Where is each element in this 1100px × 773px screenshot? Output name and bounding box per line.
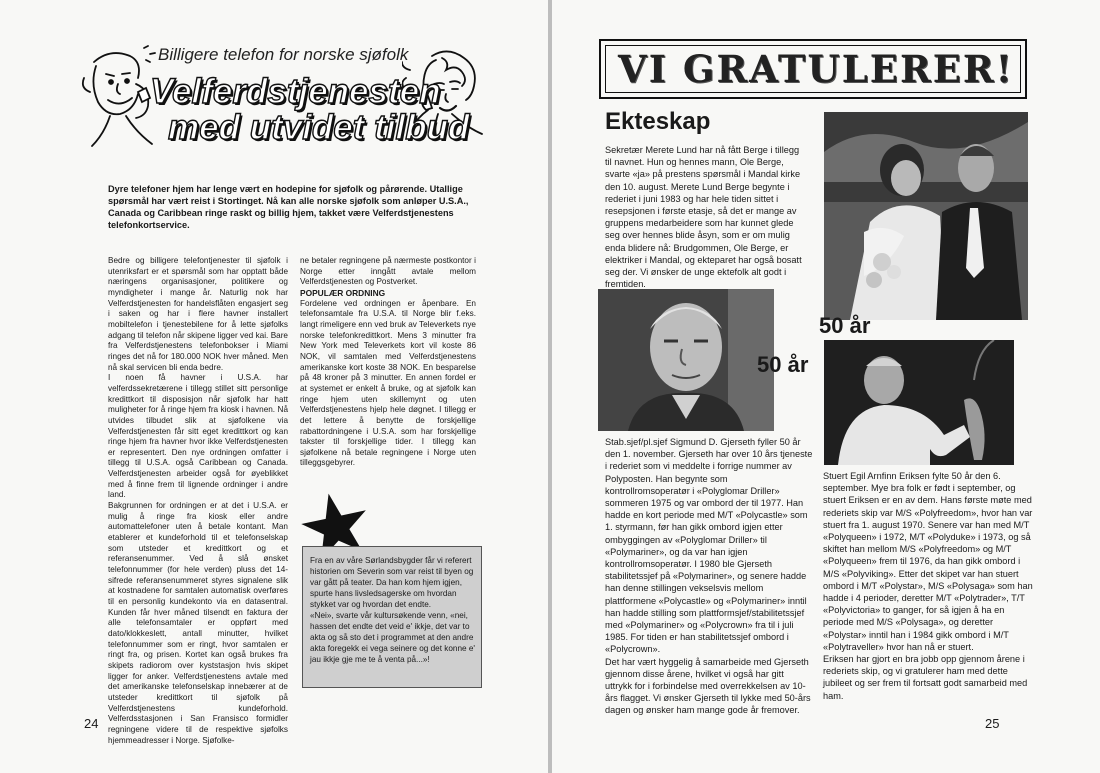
marriage-text: Sekretær Merete Lund har nå fått Berge i tillegg til navnet. Hun og hennes mann, Ole Berge, svarte «ja» på prestens spørsmål i Mandal kirke den 10. august. Merete Lund Berge begynte i rederiet i juni 1983 og har hele tiden sittet i resepsjonen i første etasje, så det er mange av gruppens medarbeidere som har kunnet glede seg over hennes blide åsyn, som er om mulig enda blidere nå: Brudgommen, Ole Berge, er elektriker i Mandal, og ekteparet har også bosatt seg der. Vi ønsker de unge ektefolk alt godt i fremtiden.	[605, 145, 802, 290]
eriksen-text: Stuert Egil Arnfinn Eriksen fylte 50 år den 6. september. Mye bra folk er født i september, og stuert Eriksen er en av dem. Hans første møte med rederiets skip var M/S «Polyfreedom», hvor han var stuert fra 1. august 1970. Senere var han med M/T «Polyqueen» i 1972, M/T «Polyduke» i 1973, og så skiftet han mellom M/S «Polyfreedom» og M/T «Polyqueen» frem til 1976, da han gikk ombord i M/S «Polyviking». Etter det skipet var han stuert ombord i M/T «Polystar», M/S «Polysaga» som han hadde i 4 perioder, deretter M/T «Polytrader», T/T «Polyvictoria» to ganger, for så igjen å ha en periode med M/S «Polysaga», og deretter «Polystar» inntil han i 1984 gikk ombord i M/T «Polytraveller» hvor han nå er stuert. Eriksen har gjort en bra jobb opp gjennom årene i rederiets skip, og vi gratulerer ham med dette jubileet og ser frem til fortsatt godt samarbeid med ham.	[823, 471, 1033, 701]
article-headline	[150, 74, 469, 146]
article-lead: Dyre telefoner hjem har lenge vært en hodepine for sjøfolk og pårørende. Utallige spørsmål har vært reist i Stortinget. Nå kan alle norske sjøfolk som anløper U.S.A., Canada og Caribbean ringe raskt og billig hjem, takket være Velferdstjenestens telefonkortservice.	[108, 184, 469, 230]
page-number-right: 25	[985, 716, 1000, 731]
column-2-text: Fordelene ved ordningen er åpenbare. En telefonsamtale fra U.S.A. til Norge blir f.eks. langt rimeligere enn ved bruk av Televerkets nye norske telefonkredittkort. Mens 3 minutter fra New York med Televerkets kort vil koste 86 NOK, vil samtalen med Velferdstjenestens amerikanske kort koste 38 NOK. En besparelse på 48 kroner på 3 minutter. En annen fordel er at systemet er enkelt å bruke, og at sjøfolk kan ringe hjem uten skillemynt og uten Velferdstjenestens hjelp hele døgnet. I tillegg er det lettere å benytte de forskjellige rabattordningene i U.S.A. som har forskjellige takster til forskjellige tider. I tillegg kan sjøfolkene nå betale regningene i Norge uten tilleggsgebyrer.	[300, 298, 476, 468]
gjerseth-text: Stab.sjef/pl.sjef Sigmund D. Gjerseth fyller 50 år den 1. november. Gjerseth har over 10 års tjeneste i rederiet som vi meddelte i forrige nummer av Polyposten. Han begynte som kontrollromsoperatør i «Polyglomar Driller» sommeren 1975 og var ombord der til 1977. Han hadde en kort periode med M/T «Polycastle» som 1. styrmann, før han gikk ombord igjen etter ombyggingen av «Polyglomar Driller» til «Polymariner», og da var han igjen kontrollromsoperatør. I 1980 ble Gjerseth stabilitetssjef på «Polymariner», og senere hadde han denne stillingen vekselsvis mellom plattformene «Polycastle» og «Polymariner» inntil han hadde stilling som plattformsjef/stabilitetssjef med «Polymariner» og «Polycrown» fra til i juli 1985. For tiden er han stabilitetssjef ombord i «Polycrown». Det har vært hyggelig å samarbeide med Gjerseth gjennom disse årene, hvilket vi også har gitt uttrykk for i forbindelse med overrekkelsen av 10-års flagget. Vi ønsker Gjerseth til lykke med 50-års dagen og ønsker ham mange gode år fremover.	[605, 437, 813, 716]
anecdote-box	[302, 546, 482, 688]
banner-title: VI GRATULERER!	[605, 45, 1021, 93]
page-number-left: 24	[84, 716, 99, 731]
gjerseth-portrait-photo	[598, 289, 774, 431]
wedding-couple-photo	[824, 112, 1028, 320]
left-page	[0, 0, 548, 773]
article-column-2	[300, 256, 476, 469]
eriksen-fishing-photo	[824, 340, 1014, 465]
anecdote-text: Fra en av våre Sørlandsbygder får vi referert historien om Severin som var reist til byen og var gått på teater. Da han kom hjem igjen, spurte hans livsledsagerske om hvordan stykket var og hvordan det endte. «Nei», svarte vår kultursøkende venn, «nei, hassen det endte det veid e' ikkje, det var to akta og så sto det i programmet at den andre akta foregekk ei vega seinere og det konne e' jau ikkje gje me te å venta på...»!	[310, 556, 475, 664]
headline-line-2: med utvidet tilbud	[168, 108, 470, 147]
section-title-ekteskap: Ekteskap	[605, 108, 711, 135]
age-label-gjerseth: 50 år	[757, 352, 809, 377]
right-page	[552, 0, 1100, 773]
article-kicker: Billigere telefon for norske sjøfolk	[158, 45, 409, 64]
column-2-intro: ne betaler regningene på nærmeste postkontor i Norge etter inngått avtale mellom Velferdstjenesten og Postverket.	[300, 256, 476, 287]
subhead-popular-ordning: POPULÆR ORDNING	[300, 287, 386, 298]
headline-line-1: Velferdstjenesten	[150, 72, 441, 111]
age-label-eriksen: 50 år	[819, 313, 871, 338]
column-1-text: Bedre og billigere telefontjenester til sjøfolk i utenriksfart er et spørsmål som har opptatt både næringens organisasjoner, politikere og myndigheter i mange år. Naturlig nok har Velferdstjenesten for handelsflåten engasjert seg i saken og har i flere havner installert mobiltelefon i tjenestebilene for å lette sjøfolks adgang til telefon når skipene ligger ved kai. Bare fra Velferdstjenestens telefonbokser i Miami ringes det nå for 180.000 NOK hver måned. Men nå skal servicen bli enda bedre. I noen få havner i U.S.A. har velferdssekretærene i tillegg stillet sitt personlige kredittkort til disposisjon når sjøfolk har hatt muligheter for å ringe hjem fra kiosk i havnen. Nå utvides tilbudet slik at sjøfolkene via Velferdstjenesten får sitt eget kredittkort og kan ringe hjem fra havner hvor ikke Velferdstjenesten er representert. Den nye ordningen omfatter i tillegg til U.S.A. også Caribbean og Canada. Velferdstjenesten arbeider også for øyeblikket med å finne frem til lignende ordninger i andre land. Bakgrunnen for ordningen er at det i U.S.A. er mulig å ringe fra kiosk eller andre automattelefoner uten å betale kontant. Man etablerer et kundeforhold til et telefonselskap som utsteder et kredittkort og et referansenummer. Ved å slå ønsket telefonnummer (for hele verden) pluss det 14-sifrede referansenummeret styres signalene slik at kostnadene for samtalen automatisk overføres til en personlig kundekonto via en datasentral. Kunden får hver måned tilsendt en faktura der alle telefonsamtaler er oppført med dato/klokkeslett, antall minutter, hvilket telefonnummer som er ringt, hvor samtalen er ringt fra, og prisen. Kortet kan også brukes fra skipets radiorom over kyststasjon hvis skipet ligger for anker. Velferdstjenestens avtale med det amerikanske telefonselskap innebærer at de utsteder kredittkort til sjøfolk på Velferdstjenestens kundeforhold. Velferdsstasjonen i San Fransisco formidler regningene videre til de respektive sjøfolks hjemmeadresser i Norge. Sjøfolke-	[108, 256, 288, 745]
article-column-1	[108, 256, 288, 746]
congratulations-banner	[599, 39, 1027, 99]
